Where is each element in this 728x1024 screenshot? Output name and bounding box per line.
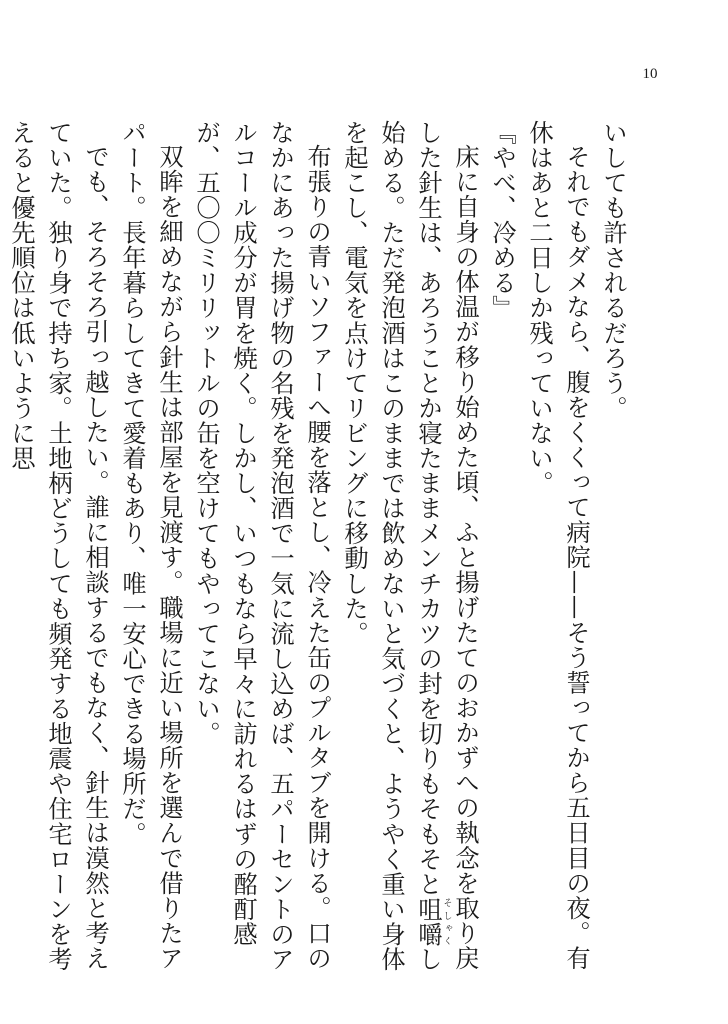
paragraph-1: いしても許されるだろう。: [599, 120, 628, 421]
ruby-reading: そしゃく: [441, 896, 452, 947]
ruby-word: [414, 896, 452, 947]
paragraph-3-dialogue: 『やべ、冷める』: [488, 120, 517, 321]
paragraph-4-text-after: し始める。ただ発泡酒はこのままでは飲めないと気づくと、ようやく重い身体を起こし、電気を点けてリビングに移動した。: [340, 120, 443, 972]
paragraph-4-text-before: 床に自身の体温が移り始めた頃、ふと揚げたてのおかずへの執念を取り戻した針生は、あろうことか寝たままメンチカツの封を切りもそもそと: [414, 120, 480, 971]
paragraph-7: でも、そろそろ引っ越したい。誰に相談するでもなく、針生は漠然と考えていた。独り身で持ち家。土地柄どうしても頻発する地震や住宅ローンを考えると優先順位は低いように思: [7, 120, 110, 972]
paragraph-6: 双眸を細めながら針生は部屋を見渡す。職場に近い場所を選んで借りたアパート。長年暮らしてきて愛着もあり、唯一安心できる場所だ。: [118, 120, 184, 971]
page-number: 10: [642, 66, 658, 82]
paragraph-2: それでもダメなら、腹をくくって病院——そう誓ってから五日目の夜。有休はあと二日しか残っていない。: [525, 120, 591, 971]
ruby-base: 咀嚼: [414, 896, 443, 947]
paragraph-4: [336, 120, 484, 980]
paragraph-5: 布張りの青いソファーへ腰を落とし、冷えた缶のプルタブを開ける。口のなかにあった揚げ物の名残を発泡酒で一気に流し込めば、五パーセントのアルコール成分が胃を焼く。しかし、いつもなら早々に訪れるはずの酩酊感が、五〇〇ミリリットルの缶を空けてもやってこない。: [192, 120, 332, 972]
body-text: [7, 120, 632, 980]
